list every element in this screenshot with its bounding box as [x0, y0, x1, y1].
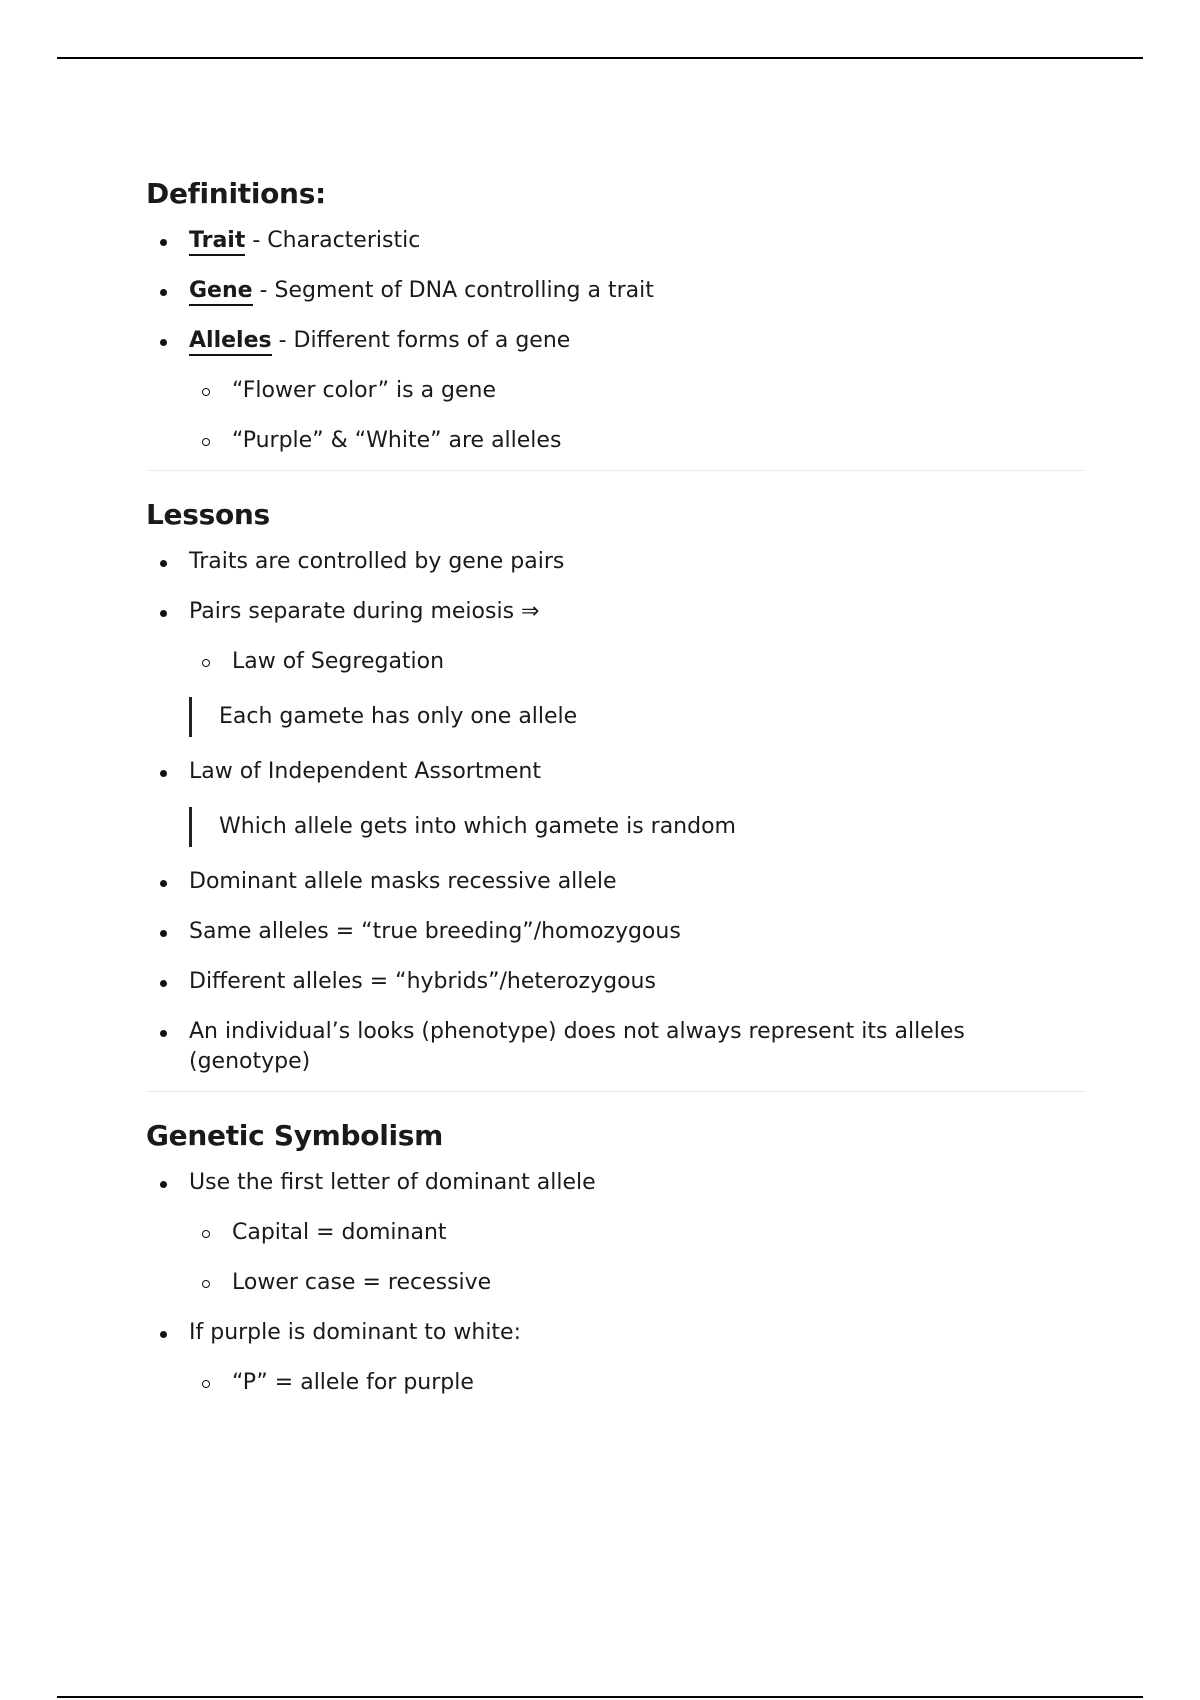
list-item: Same alleles = “true breeding”/homozygous: [146, 917, 1086, 947]
lessons-list: [146, 547, 1086, 677]
sub-list-item: Law of Segregation: [189, 647, 1086, 677]
list-item-text: Use the first letter of dominant allele: [189, 1170, 596, 1195]
list-item: [146, 1318, 1086, 1398]
document-content: [146, 172, 1086, 1418]
lessons-list-continued: [146, 757, 1086, 787]
section-divider: [146, 470, 1086, 471]
definition-text: - Segment of DNA controlling a trait: [252, 278, 654, 303]
sub-list-item: Capital = dominant: [189, 1218, 1086, 1248]
list-item: [146, 276, 1086, 306]
list-item: Dominant allele masks recessive allele: [146, 867, 1086, 897]
list-item-text: Pairs separate during meiosis ⇒: [189, 599, 540, 624]
blockquote: Which allele gets into which gamete is random: [189, 807, 1086, 847]
list-item-text: If purple is dominant to white:: [189, 1320, 522, 1345]
term-alleles: Alleles: [189, 328, 272, 356]
definition-text: - Characteristic: [245, 228, 421, 253]
sub-list-item: “Flower color” is a gene: [189, 376, 1086, 406]
sub-list: [189, 647, 1086, 677]
list-item: Law of Independent Assortment: [146, 757, 1086, 787]
list-item: [146, 597, 1086, 677]
section-divider: [146, 1091, 1086, 1092]
term-gene: Gene: [189, 278, 253, 306]
symbolism-list: [146, 1168, 1086, 1398]
blockquote: Each gamete has only one allele: [189, 697, 1086, 737]
sub-list-item: Lower case = recessive: [189, 1268, 1086, 1298]
list-item: [146, 326, 1086, 456]
list-item: An individual’s looks (phenotype) does not always represent its alleles (genotype): [146, 1017, 1086, 1077]
list-item: Traits are controlled by gene pairs: [146, 547, 1086, 577]
definitions-heading: Definitions:: [146, 177, 326, 210]
sub-list: [189, 1368, 1086, 1398]
lessons-list-continued: [146, 867, 1086, 1077]
definitions-list: [146, 226, 1086, 456]
list-item: [146, 226, 1086, 256]
sub-list-item: “P” = allele for purple: [189, 1368, 1086, 1398]
sub-list: [189, 1218, 1086, 1298]
page-bottom-rule: [57, 1696, 1143, 1698]
sub-list: [189, 376, 1086, 456]
definition-text: - Different forms of a gene: [271, 328, 571, 353]
term-trait: Trait: [189, 228, 245, 256]
symbolism-heading: Genetic Symbolism: [146, 1119, 444, 1152]
lessons-heading: Lessons: [146, 498, 270, 531]
sub-list-item: “Purple” & “White” are alleles: [189, 426, 1086, 456]
list-item: Different alleles = “hybrids”/heterozygous: [146, 967, 1086, 997]
page-top-rule: [57, 57, 1143, 59]
list-item: [146, 1168, 1086, 1298]
